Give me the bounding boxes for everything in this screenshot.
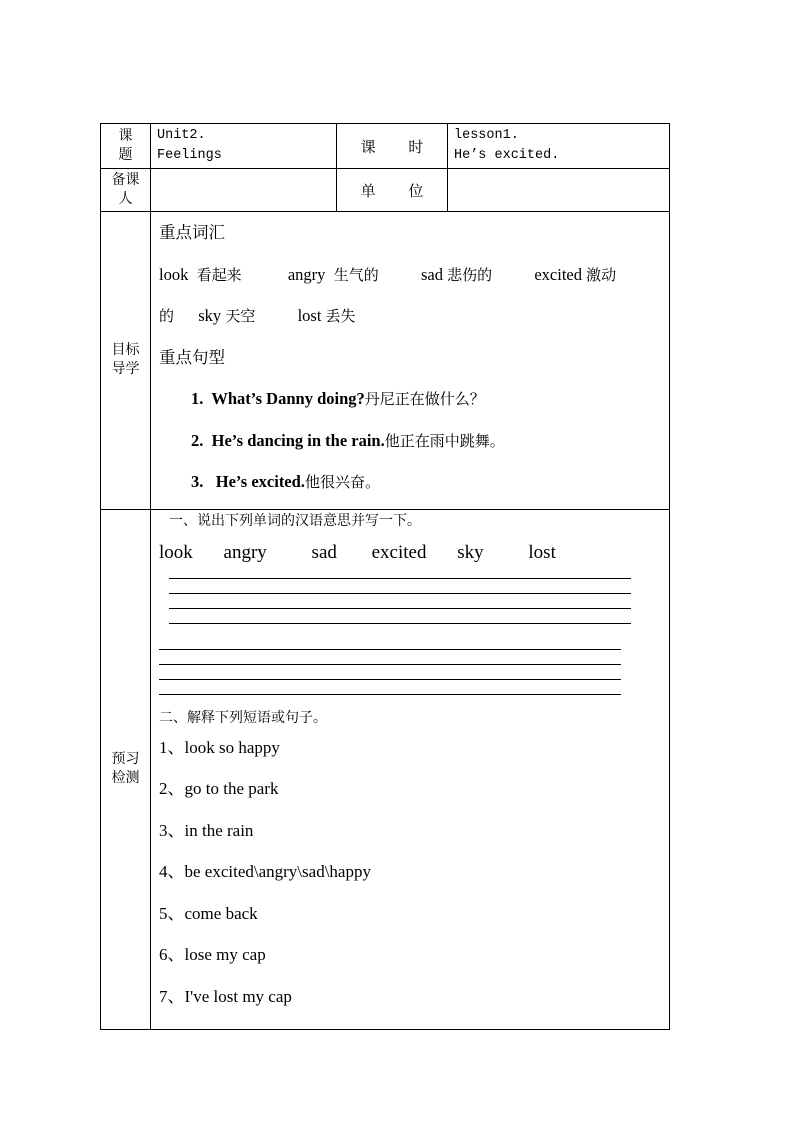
vocab-cn: 激动 [586, 265, 617, 284]
key-sentence [159, 426, 661, 468]
word: sky [457, 541, 484, 563]
phrase-item: 5、come back [159, 903, 258, 923]
period-label: 课 时 [337, 124, 448, 169]
sentence-en: He’s excited. [215, 472, 305, 491]
vocab-en: look [159, 264, 189, 284]
answer-line [159, 649, 621, 664]
answer-lines[interactable] [159, 649, 621, 699]
teacher-value[interactable] [151, 169, 337, 212]
word: look [159, 541, 193, 563]
sentence-en: He’s dancing in the rain. [211, 430, 385, 450]
vocab-en: excited [534, 264, 582, 284]
lesson-line-1: lesson1. [454, 128, 519, 143]
answer-line [159, 679, 621, 694]
vocab-en: sad [420, 264, 443, 284]
sentence-en: What’s Danny doing? [211, 389, 365, 408]
vocab-en: sky [198, 306, 222, 325]
word: excited [371, 541, 427, 563]
topic-value [151, 124, 337, 169]
answer-line [159, 664, 621, 679]
phrase-item: 6、lose my cap [159, 945, 266, 964]
vocab-cn: 的 [159, 307, 175, 325]
word: angry [223, 541, 267, 563]
vocab-en: lost [297, 306, 322, 325]
vocab-cn: 丢失 [325, 307, 356, 325]
phrase-item: 7、I've lost my cap [159, 986, 292, 1006]
sentence-cn: 丹尼正在做什么？ [364, 390, 485, 408]
goals-row [101, 212, 670, 510]
answer-line [169, 593, 631, 608]
topic-line-2: Feelings [157, 148, 222, 163]
vocab-cn: 天空 [225, 307, 256, 325]
answer-line [169, 623, 631, 638]
lesson-line-2: He’s excited. [454, 148, 560, 163]
topic-line-1: Unit2. [157, 128, 206, 143]
sentence-number: 2. [191, 430, 204, 450]
phrase-item: 1、look so happy [159, 737, 280, 757]
phrase-item: 4、be excited\angry\sad\happy [159, 862, 371, 881]
lesson-plan-table [100, 123, 670, 1030]
sentence-cn: 他正在雨中跳舞。 [384, 431, 505, 450]
phrase-item: 2、go to the park [159, 779, 279, 798]
teacher-label: 备课 人 [101, 169, 151, 212]
question-2-title: 二、解释下列短语或句子。 [159, 709, 327, 726]
goals-content [151, 212, 670, 510]
answer-line [169, 578, 631, 593]
vocab-cn: 看起来 [196, 265, 242, 284]
vocab-heading: 重点词汇 [159, 223, 225, 242]
goals-label: 目标 导学 [101, 212, 151, 510]
question-1-title: 一、说出下列单词的汉语意思并写一下。 [169, 512, 421, 529]
word: sad [311, 541, 337, 563]
topic-row [101, 124, 670, 169]
answer-line [169, 608, 631, 623]
preview-content [151, 509, 670, 1029]
preview-row [101, 509, 670, 1029]
lesson-value [448, 124, 670, 169]
vocab-line-2 [159, 301, 661, 343]
vocab-line-1 [159, 260, 661, 302]
preview-label: 预习 检测 [101, 509, 151, 1029]
question-1-words [159, 538, 661, 568]
sentence-number: 1. [191, 389, 204, 408]
vocab-en: angry [287, 264, 326, 284]
vocab-cn: 生气的 [333, 265, 379, 284]
answer-lines[interactable] [169, 578, 631, 638]
unit-label: 单 位 [337, 169, 448, 212]
word: lost [528, 541, 556, 563]
phrase-item: 3、in the rain [159, 820, 254, 840]
teacher-row [101, 169, 670, 212]
unit-value[interactable] [448, 169, 670, 212]
answer-line [159, 694, 621, 699]
vocab-cn: 悲伤的 [447, 265, 493, 284]
key-sentence [159, 384, 661, 426]
lesson-plan-sheet [100, 123, 669, 1021]
sentence-heading: 重点句型 [159, 347, 225, 367]
sentence-cn: 他很兴奋。 [304, 473, 380, 491]
sentence-number: 3. [191, 472, 204, 491]
key-sentence [159, 467, 661, 509]
topic-label: 课 题 [101, 124, 151, 169]
